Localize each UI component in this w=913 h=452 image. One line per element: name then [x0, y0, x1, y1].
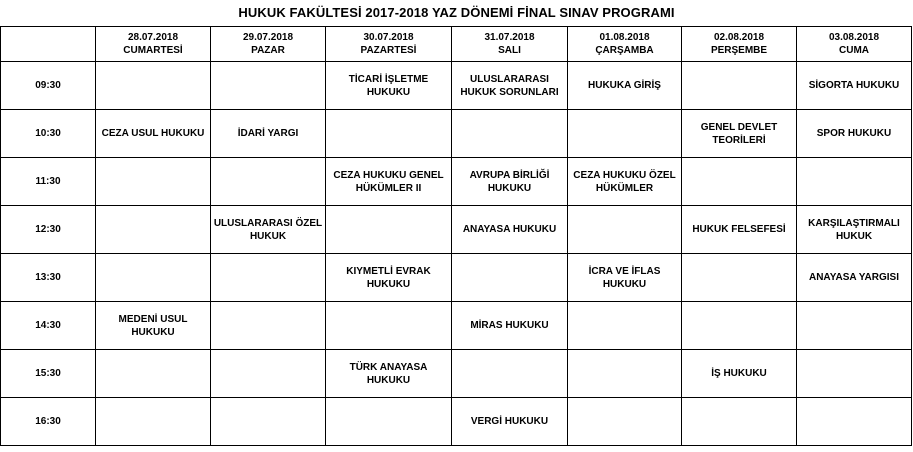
exam-cell [452, 350, 568, 398]
exam-cell [452, 254, 568, 302]
day-header [452, 27, 568, 62]
exam-cell: ANAYASA YARGISI [797, 254, 912, 302]
time-row [1, 110, 912, 158]
exam-cell: KIYMETLİ EVRAK HUKUKU [326, 254, 452, 302]
exam-cell [96, 398, 211, 446]
exam-cell: MEDENİ USUL HUKUKU [96, 302, 211, 350]
day-date: 29.07.2018 [242, 32, 294, 43]
corner-cell [1, 27, 96, 62]
day-header [96, 27, 211, 62]
exam-schedule-table [0, 26, 912, 446]
day-header [326, 27, 452, 62]
time-row [1, 62, 912, 110]
day-name: SALI [498, 45, 521, 56]
exam-cell [682, 398, 797, 446]
exam-cell [211, 62, 326, 110]
time-row [1, 206, 912, 254]
time-slot: 14:30 [1, 302, 96, 350]
exam-cell: MİRAS HUKUKU [452, 302, 568, 350]
day-name: CUMARTESİ [123, 45, 183, 56]
exam-cell: İCRA VE İFLAS HUKUKU [568, 254, 682, 302]
exam-cell [211, 398, 326, 446]
exam-cell: İDARİ YARGI [211, 110, 326, 158]
exam-cell [452, 110, 568, 158]
exam-cell [211, 350, 326, 398]
exam-cell [211, 158, 326, 206]
exam-cell: VERGİ HUKUKU [452, 398, 568, 446]
day-header [682, 27, 797, 62]
exam-cell: SPOR HUKUKU [797, 110, 912, 158]
exam-cell [211, 254, 326, 302]
exam-cell [682, 254, 797, 302]
exam-cell [211, 302, 326, 350]
time-slot: 15:30 [1, 350, 96, 398]
exam-cell: KARŞILAŞTIRMALI HUKUK [797, 206, 912, 254]
day-date: 28.07.2018 [127, 32, 179, 43]
exam-cell: ULUSLARARASI HUKUK SORUNLARI [452, 62, 568, 110]
day-date: 01.08.2018 [599, 32, 650, 43]
exam-cell [797, 158, 912, 206]
exam-cell [797, 350, 912, 398]
time-slot: 12:30 [1, 206, 96, 254]
time-row [1, 158, 912, 206]
exam-cell [682, 302, 797, 350]
exam-cell [326, 206, 452, 254]
exam-cell [682, 62, 797, 110]
time-row [1, 302, 912, 350]
time-row [1, 398, 912, 446]
exam-cell [96, 158, 211, 206]
day-name: ÇARŞAMBA [595, 45, 654, 56]
exam-cell: CEZA HUKUKU GENEL HÜKÜMLER II [326, 158, 452, 206]
day-date: 02.08.2018 [713, 32, 765, 43]
exam-cell: CEZA HUKUKU ÖZEL HÜKÜMLER [568, 158, 682, 206]
exam-cell [568, 206, 682, 254]
exam-cell: İŞ HUKUKU [682, 350, 797, 398]
exam-cell [568, 302, 682, 350]
day-header [797, 27, 912, 62]
exam-cell [568, 350, 682, 398]
time-slot: 16:30 [1, 398, 96, 446]
exam-cell: SİGORTA HUKUKU [797, 62, 912, 110]
exam-cell: TÜRK ANAYASA HUKUKU [326, 350, 452, 398]
exam-cell: ULUSLARARASI ÖZEL HUKUK [211, 206, 326, 254]
time-slot: 09:30 [1, 62, 96, 110]
header-row [1, 27, 912, 62]
time-slot: 11:30 [1, 158, 96, 206]
day-date: 03.08.2018 [828, 32, 880, 43]
time-row [1, 350, 912, 398]
day-name: PAZARTESİ [360, 45, 417, 56]
exam-cell: AVRUPA BİRLİĞİ HUKUKU [452, 158, 568, 206]
exam-cell [797, 398, 912, 446]
exam-cell: CEZA USUL HUKUKU [96, 110, 211, 158]
exam-cell [568, 110, 682, 158]
exam-cell: ANAYASA HUKUKU [452, 206, 568, 254]
exam-cell [682, 158, 797, 206]
day-header [211, 27, 326, 62]
time-slot: 13:30 [1, 254, 96, 302]
time-slot: 10:30 [1, 110, 96, 158]
day-header [568, 27, 682, 62]
day-date: 31.07.2018 [484, 32, 535, 43]
exam-cell: GENEL DEVLET TEORİLERİ [682, 110, 797, 158]
day-name: PERŞEMBE [710, 45, 768, 56]
exam-cell [326, 302, 452, 350]
exam-cell: HUKUK FELSEFESİ [682, 206, 797, 254]
time-row [1, 254, 912, 302]
day-name: CUMA [839, 45, 869, 56]
page-title: HUKUK FAKÜLTESİ 2017-2018 YAZ DÖNEMİ FİNAL SINAV PROGRAMI [238, 5, 675, 20]
exam-cell [96, 350, 211, 398]
exam-cell [96, 206, 211, 254]
exam-cell [96, 62, 211, 110]
exam-cell: TİCARİ İŞLETME HUKUKU [326, 62, 452, 110]
exam-cell [326, 398, 452, 446]
exam-cell: HUKUKA GİRİŞ [568, 62, 682, 110]
day-date: 30.07.2018 [363, 32, 414, 43]
exam-cell [96, 254, 211, 302]
exam-cell [326, 110, 452, 158]
day-name: PAZAR [251, 45, 285, 56]
exam-cell [568, 398, 682, 446]
exam-cell [797, 302, 912, 350]
